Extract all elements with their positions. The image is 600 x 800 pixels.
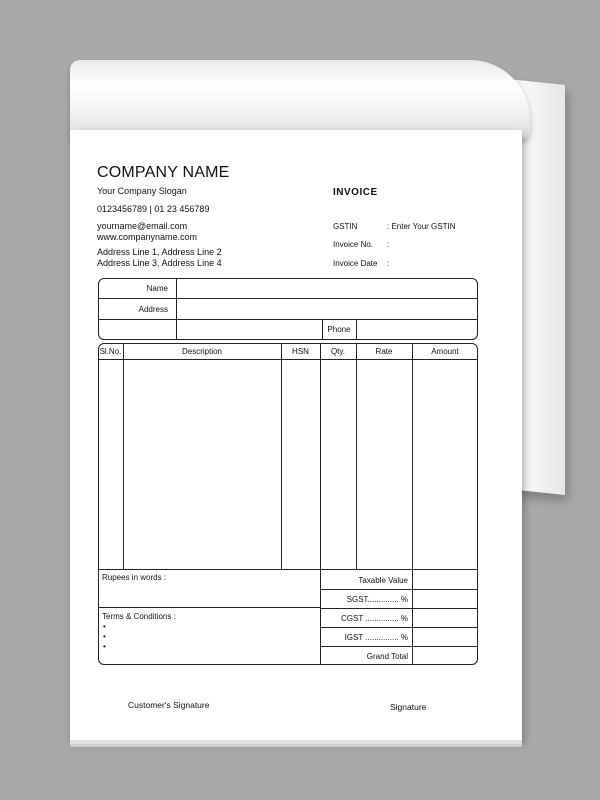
table-header-divider <box>98 359 478 360</box>
col-header-description: Description <box>181 347 222 356</box>
igst-label: IGST ............... % <box>344 633 408 642</box>
footer-top-divider <box>98 569 478 570</box>
address-label: Address <box>138 305 168 314</box>
company-name: COMPANY NAME <box>97 164 230 181</box>
name-field[interactable] <box>177 279 477 298</box>
gstin-value: : Enter Your GSTIN <box>387 222 456 231</box>
invoice-no-value: : <box>387 240 390 249</box>
cgst-label: CGST ............... % <box>341 614 408 623</box>
address-line-2: Address Line 3, Address Line 4 <box>97 258 222 268</box>
sgst-label: SGST.............. % <box>346 595 408 604</box>
company-phones: 0123456789 | 01 23 456789 <box>97 204 210 214</box>
customer-signature-label: Customer's Signature <box>128 700 210 710</box>
address-line-1: Address Line 1, Address Line 2 <box>97 247 222 257</box>
footer-left-divider <box>98 607 320 608</box>
invoice-date-label: Invoice Date <box>333 259 378 268</box>
gstin-label: GSTIN <box>333 222 358 231</box>
name-label: Name <box>146 284 168 293</box>
col-header-amount: Amount <box>431 347 459 356</box>
tax-divider <box>320 589 478 590</box>
phone-field[interactable] <box>357 320 477 339</box>
column-divider <box>123 343 124 569</box>
column-divider <box>281 343 282 569</box>
tax-divider <box>320 646 478 647</box>
column-divider <box>412 343 413 665</box>
invoice-date-value: : <box>387 259 390 268</box>
grand-total-label: Grand Total <box>366 652 408 661</box>
col-header-rate: Rate <box>375 347 393 356</box>
rupees-in-words-label: Rupees in words : <box>102 573 167 582</box>
company-email: yourname@email.com <box>97 221 188 231</box>
col-header-slno: Sl.No. <box>99 347 122 356</box>
terms-label: Terms & Conditions : <box>102 612 176 621</box>
address-field[interactable] <box>177 299 477 319</box>
taxable-value-label: Taxable Value <box>358 576 408 585</box>
invoice-title: INVOICE <box>333 187 378 198</box>
tax-divider <box>320 608 478 609</box>
invoice-no-label: Invoice No. <box>333 240 374 249</box>
column-divider <box>356 343 357 569</box>
column-divider <box>320 343 321 665</box>
pad-binding-curl <box>70 60 530 140</box>
col-header-hsn: HSN <box>292 347 309 356</box>
company-slogan: Your Company Slogan <box>97 186 187 196</box>
signature-label: Signature <box>390 702 427 712</box>
terms-bullet: • <box>103 632 106 641</box>
terms-bullet: • <box>103 642 106 651</box>
col-header-qty: Qty. <box>330 347 346 356</box>
terms-bullet: • <box>103 622 106 631</box>
company-website: www.companyname.com <box>97 232 198 242</box>
tax-divider <box>320 627 478 628</box>
pad-edge <box>70 744 522 747</box>
phone-label: Phone <box>327 325 351 334</box>
